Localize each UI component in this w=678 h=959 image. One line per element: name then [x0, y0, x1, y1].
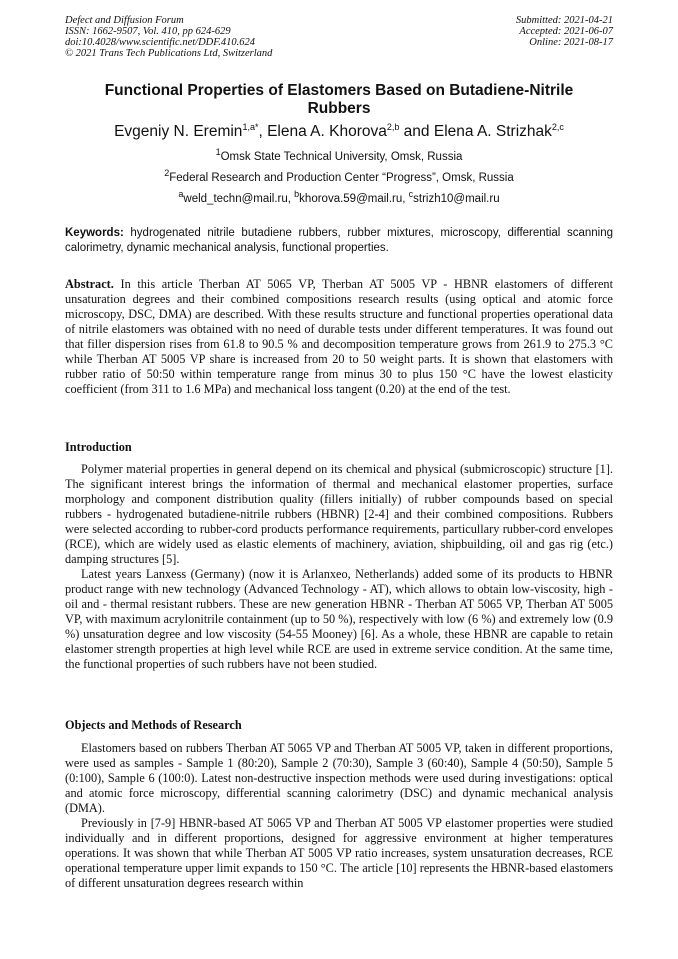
abstract-label: Abstract.	[65, 277, 114, 291]
online-date: Online: 2021-08-17	[529, 37, 613, 48]
paragraph: Polymer material properties in general depend on its chemical and physical (submicroscopic) structure [1]. The significant interest brings the information of thermal and mechanical elastomer properties, surface morphology and component distribution quality (fillers initially) of rubber compounds based on special rubbers - hydrogenated butadiene-nitrile rubbers (HBNR) [2-4] and their combined compositions. Rubbers were selected according to rubber-cord products performance requirements, particullary rubber-cord envelopes (RCE), which are widely used as elastic elements of machinery, aviation, shipbuilding, oil and gas rig (etc.) damping structures [5].	[65, 462, 613, 566]
accepted-date: Accepted: 2021-06-07	[519, 26, 613, 37]
introduction-body	[65, 462, 613, 672]
paper-title: Functional Properties of Elastomers Based on Butadiene-Nitrile Rubbers	[104, 82, 574, 117]
email-text: khorova.59@mail.ru,	[299, 193, 409, 205]
keywords-label: Keywords:	[65, 227, 124, 239]
author-list	[40, 123, 638, 141]
author-superscript: 1,a*	[242, 121, 259, 132]
abstract-text: In this article Therban AT 5065 VP, Therban AT 5005 VP - HBNR elastomers of different unsaturation degrees and their combined compositions research results (using optical and atomic force microscopy, DSC, DMA) are described. With these results structure and functional properties operational data of nitrile elastomers was obtained with no need of durable tests under different temperatures. It was found out that filler dispersion rises from 61.8 to 90.5 % and decomposition temperature grows from 261.9 to 275.3 °C while Therban AT 5005 VP share is increased from 20 to 50 weight parts. It is shown that elastomers with rubber ratio of 50:50 within temperature range from minus 30 to plus 150 °C have the lowest elasticity coefficient (from 311 to 1.6 MPa) and mechanical loss tangent (0.20) at the end of the test.	[65, 277, 613, 396]
keywords-section	[65, 226, 613, 255]
paragraph: Previously in [7-9] HBNR-based AT 5065 VP and Therban AT 5005 VP elastomer properties were studied individually and in different proportions, designed for aggressive environment at higher temperatures operations. It was shown that while Therban AT 5005 VP ratio increases, system unsaturation decreases, RCE operational temperature upper limit expands to 150 °C. The article [10] represents the HBNR-based elastomers of different unsaturation degrees research within	[65, 816, 613, 890]
author-separator: ,	[258, 123, 268, 140]
submitted-date: Submitted: 2021-04-21	[515, 15, 613, 26]
author-superscript: 2,b	[386, 121, 400, 132]
affiliation-1	[40, 147, 638, 164]
email-superscript: a	[178, 189, 184, 200]
email-superscript: b	[294, 189, 300, 200]
issn-line: ISSN: 1662-9507, Vol. 410, pp 624-629	[65, 26, 231, 37]
affiliation-text: Omsk State Technical University, Omsk, Russia	[220, 151, 463, 163]
author-superscript: 2,c	[551, 121, 564, 132]
paragraph: Latest years Lanxess (Germany) (now it is Arlanxeo, Netherlands) added some of its products to HBNR product range with new technology (Advanced Technology - AT), which allows to obtain low-viscosity, high - oil and - thermal resistant rubbers. These are new generation HBNR - Therban AT 5065 VP, Therban AT 5005 VP, with maximum acrylonitrile containment (up to 50 %), respectively with low (6 %) and extremely low (0.9 %) unsaturation degree and low viscosity (54-55 Mooney) [6]. As a whole, these HBNR are capable to retain elastomer strength properties at high level while RCE are used in extreme service condition. At the same time, the functional properties of such rubbers have not been studied.	[65, 567, 613, 671]
methods-heading: Objects and Methods of Research	[65, 718, 242, 732]
paragraph: Elastomers based on rubbers Therban AT 5065 VP and Therban AT 5005 VP, taken in different proportions, were used as samples - Sample 1 (80:20), Sample 2 (70:30), Sample 3 (60:40), Sample 4 (50:50), Sample 5 (0:100), Sample 6 (100:0). Latest non-destructive inspection methods were used during investigations: optical and atomic force microscopy, differential scanning calorimetry (DSC) and dynamic mechanical analysis (DMA).	[65, 741, 613, 815]
author-name: Evgeniy N. Eremin	[114, 123, 243, 140]
affiliation-superscript: 2	[164, 168, 170, 179]
doi-line: doi:10.4028/www.scientific.net/DDF.410.624	[65, 37, 256, 48]
author-name: Elena A. Strizhak	[433, 123, 552, 140]
affiliation-2	[40, 168, 638, 185]
affiliation-superscript: 1	[215, 147, 221, 158]
author-name: Elena A. Khorova	[267, 123, 387, 140]
copyright-line: © 2021 Trans Tech Publications Ltd, Switzerland	[65, 48, 273, 59]
journal-name: Defect and Diffusion Forum	[65, 15, 184, 26]
keywords-text: hydrogenated nitrile butadiene rubbers, rubber mixtures, microscopy, differential scanning calorimetry, dynamic mechanical analysis, functional properties.	[65, 227, 613, 254]
email-list	[40, 189, 638, 206]
header-left	[65, 15, 272, 59]
email-superscript: c	[408, 189, 414, 200]
introduction-heading: Introduction	[65, 440, 132, 454]
header-right	[516, 15, 613, 48]
abstract-section	[65, 277, 613, 397]
author-separator: and	[399, 123, 434, 140]
email-text: weld_techn@mail.ru,	[183, 193, 295, 205]
affiliation-text: Federal Research and Production Center “Progress”, Omsk, Russia	[169, 172, 514, 184]
methods-body	[65, 741, 613, 891]
email-text: strizh10@mail.ru	[413, 193, 500, 205]
